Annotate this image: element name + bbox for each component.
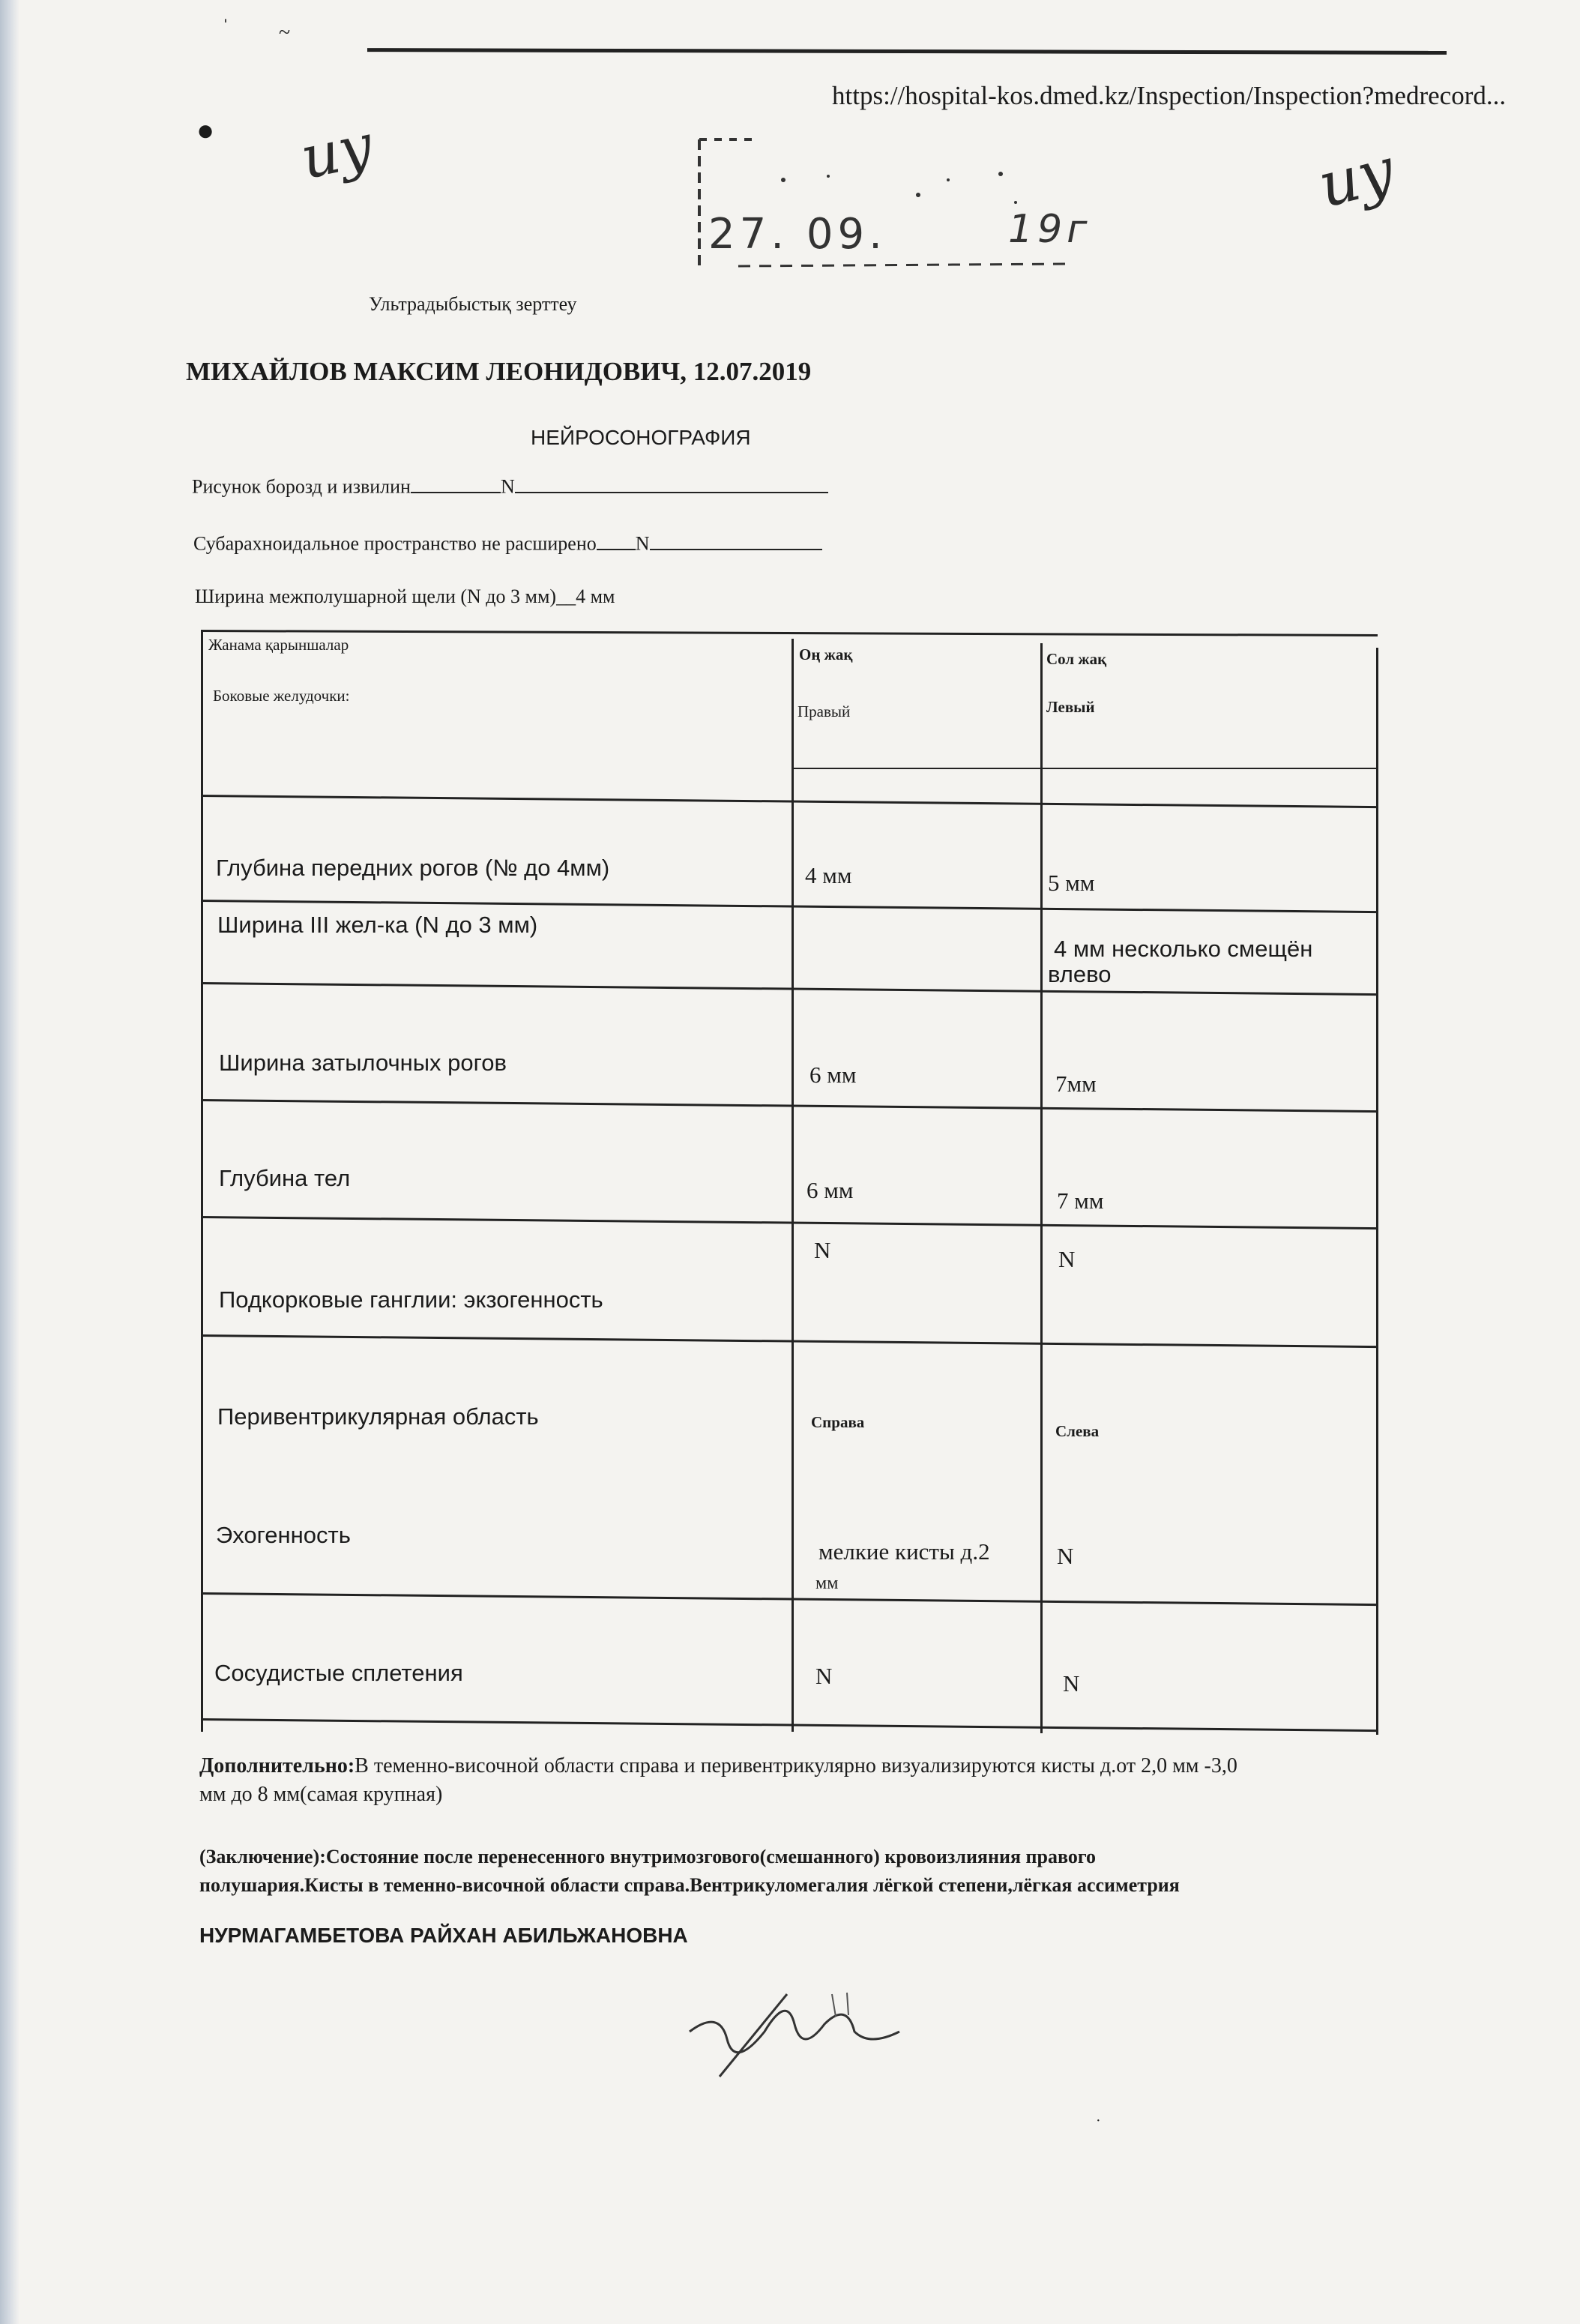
table-row-line [201, 1099, 1378, 1113]
row-value-left: 5 мм [1048, 870, 1095, 896]
table-border-top [201, 630, 1378, 636]
row-value-right: 6 мм [809, 1062, 857, 1088]
row-label-periventricular: Перивентрикулярная область [217, 1403, 539, 1430]
stamp-date: 27. 09. [708, 210, 887, 259]
sulci-value: N [500, 475, 515, 498]
row-value-left: 4 мм несколько смещён [1054, 936, 1313, 962]
top-rule-line [367, 48, 1447, 55]
row-label-anterior-horns: Глубина передних рогов (№ до 4мм) [216, 855, 610, 881]
additional-text: В теменно-височной области справа и перивентрикулярно визуализируются кисты д.от 2,0 мм -3,0 [355, 1754, 1237, 1777]
table-row-line [201, 1592, 1378, 1606]
table-row-line [201, 1216, 1378, 1229]
conclusion: (Заключение):Состояние после перенесенного внутримозгового(смешанного) кровоизлияния правого [199, 1846, 1096, 1867]
pen-mark: ● [196, 113, 215, 147]
header-lateral-ventricles-kz: Жанама қарыншалар [208, 636, 349, 654]
row-label-subcortical-ganglia: Подкорковые ганглии: экзогенность [219, 1286, 603, 1313]
additional-findings [199, 1754, 1237, 1778]
scan-mark: · [1096, 2113, 1101, 2129]
row-value-right: N [815, 1663, 833, 1689]
additional-findings-cont: мм до 8 мм(самая крупная) [199, 1783, 443, 1806]
header-left-kz: Сол жақ [1046, 650, 1107, 668]
row-value-right: 6 мм [806, 1177, 854, 1203]
row-label-echogenicity: Эхогенность [216, 1522, 351, 1548]
additional-label: Дополнительно: [199, 1754, 355, 1777]
header-left-ru: Левый [1046, 698, 1095, 716]
subarachnoid-label: Субарахноидальное пространство не расширено [193, 532, 597, 555]
table-border-right [1376, 648, 1378, 1735]
sulci-label: Рисунок борозд и извилин [192, 475, 411, 498]
row-value-right: 4 мм [805, 862, 852, 888]
row-value-right-cont: мм [815, 1574, 839, 1593]
table-divider-1 [791, 639, 794, 1732]
scan-mark: ˈ [222, 15, 229, 40]
row-value-left: Слева [1055, 1422, 1100, 1440]
row-value-right: N [814, 1237, 831, 1263]
row-label-body-depth: Глубина тел [219, 1165, 351, 1191]
row-value-left: 7мм [1055, 1071, 1097, 1097]
paper-edge-shadow [0, 0, 19, 2324]
header-right-kz: Оң жақ [799, 645, 853, 663]
scan-mark: ~ [279, 21, 291, 44]
table-divider-2 [1040, 643, 1043, 1733]
date-stamp [693, 135, 1092, 277]
row-value-right: мелкие кисты д.2 [818, 1538, 990, 1565]
interhemispheric-fissure: Ширина межполушарной щели (N до 3 мм)__4 мм [195, 585, 615, 607]
table-row-line [791, 768, 1378, 769]
exam-title: НЕЙРОСОНОГРАФИЯ [531, 426, 751, 449]
handwritten-note-right: иу [1311, 134, 1402, 222]
subarachnoid-line [193, 530, 822, 556]
row-value-left: N [1058, 1246, 1076, 1272]
row-value-left: N [1057, 1543, 1074, 1569]
table-row-line [201, 795, 1378, 808]
table-row-line [201, 982, 1378, 996]
row-label-third-ventricle: Ширина III жел-ка (N до 3 мм) [217, 912, 538, 938]
source-url: https://hospital-kos.dmed.kz/Inspection/Inspection?medrecord... [832, 81, 1507, 110]
subarachnoid-value: N [635, 532, 650, 555]
row-value-right: Справа [811, 1413, 865, 1431]
header-lateral-ventricles-ru: Боковые желудочки: [213, 687, 350, 705]
sulci-line [192, 473, 828, 499]
table-border-bottom [201, 1718, 1378, 1732]
row-label-choroid-plexus: Сосудистые сплетения [214, 1660, 463, 1686]
patient-name: МИХАЙЛОВ МАКСИМ ЛЕОНИДОВИЧ, 12.07.2019 [186, 357, 812, 386]
header-right-ru: Правый [797, 702, 851, 720]
stamp-year: 19г [1008, 207, 1092, 252]
row-value-left: N [1063, 1670, 1080, 1697]
row-label-occipital-horns: Ширина затылочных рогов [219, 1050, 507, 1076]
table-row-line [201, 1334, 1378, 1348]
document-type: Ультрадыбыстық зерттеу [369, 293, 577, 315]
doctor-name: НУРМАГАМБЕТОВА РАЙХАН АБИЛЬЖАНОВНА [199, 1924, 688, 1947]
row-value-left: 7 мм [1057, 1187, 1104, 1214]
row-value-left-cont: влево [1048, 961, 1112, 987]
conclusion-cont: полушария.Кисты в теменно-височной области справа.Вентрикуломегалия лёгкой степени,лёгкая ассиметрия [199, 1874, 1180, 1896]
handwritten-note-left: иу [295, 112, 379, 193]
signature [675, 1979, 914, 2084]
